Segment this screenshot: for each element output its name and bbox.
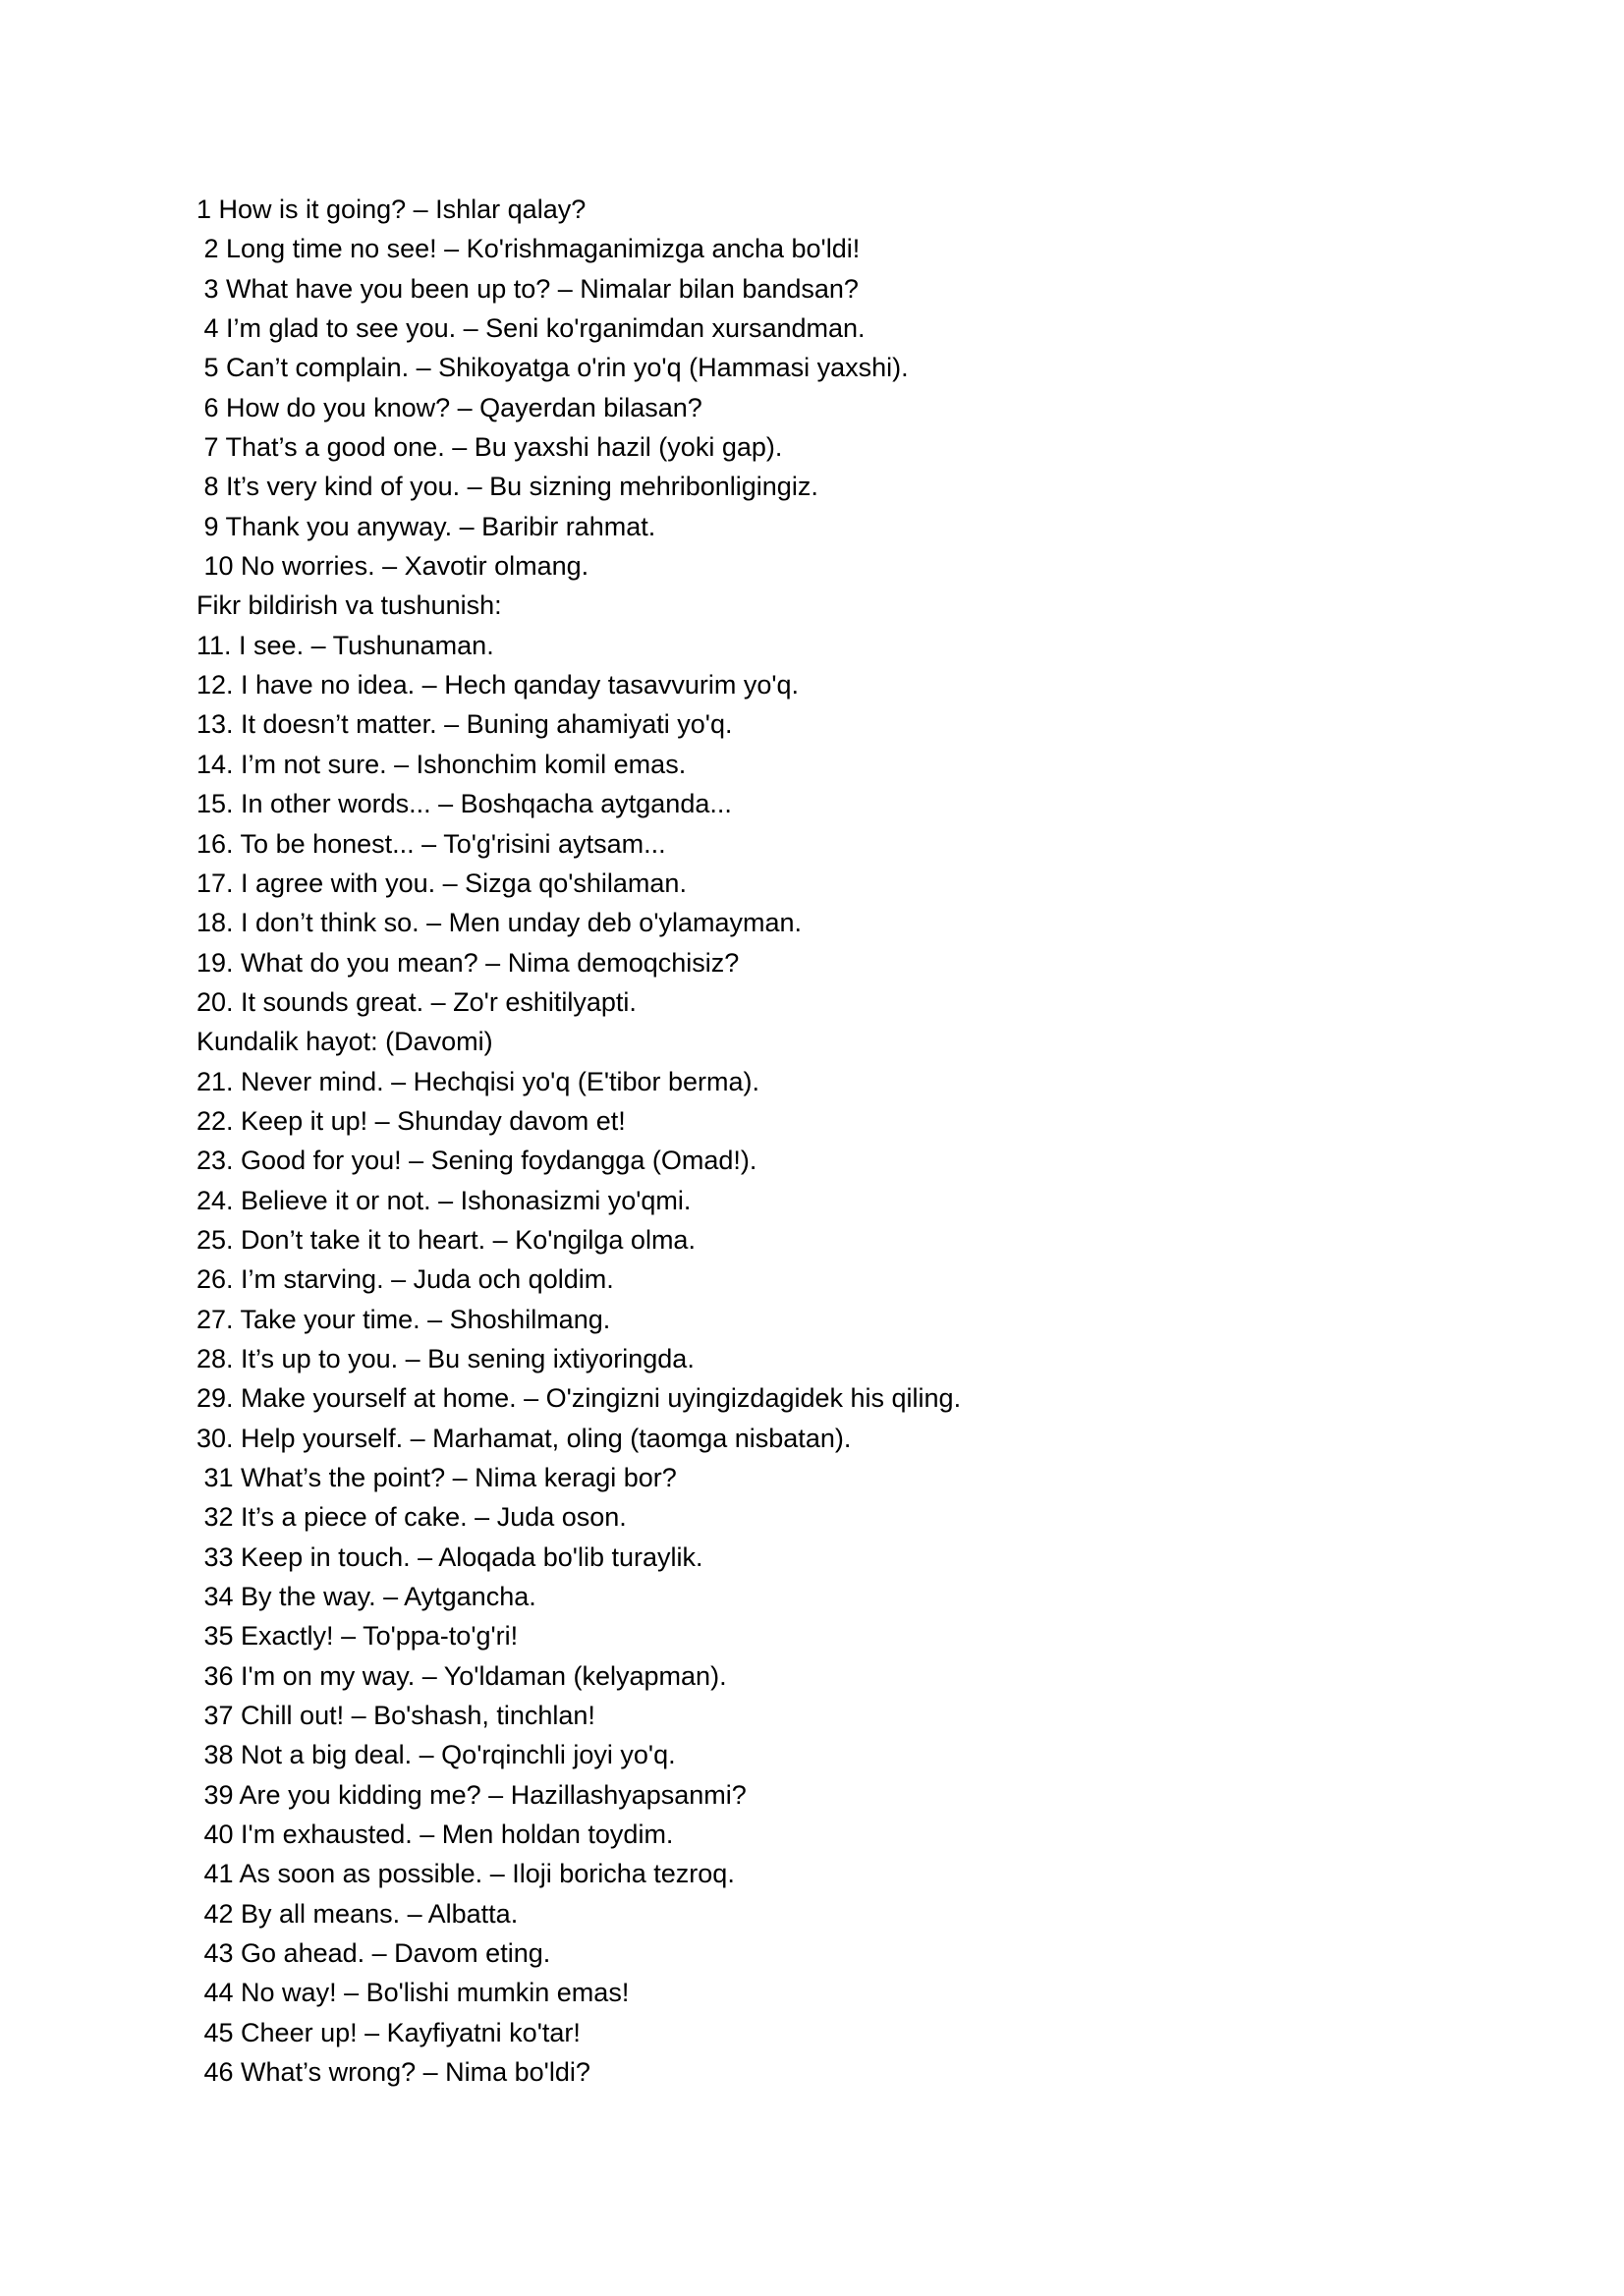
phrase-line: 17. I agree with you. – Sizga qo'shilaman.	[196, 868, 687, 898]
phrase-line: 21. Never mind. – Hechqisi yo'q (E'tibor berma).	[196, 1066, 760, 1096]
phrase-line: 27. Take your time. – Shoshilmang.	[196, 1304, 611, 1334]
phrase-line: 46 What’s wrong? – Nima bo'ldi?	[196, 2057, 590, 2088]
phrase-line: 30. Help yourself. – Marhamat, oling (taomga nisbatan).	[196, 1423, 852, 1453]
phrase-line: 8 It’s very kind of you. – Bu sizning mehribonligingiz.	[196, 472, 818, 502]
phrase-line: 20. It sounds great. – Zo'r eshitilyapti.	[196, 986, 637, 1017]
phrase-line: 9 Thank you anyway. – Baribir rahmat.	[196, 511, 656, 541]
phrase-line: 40 I'm exhausted. – Men holdan toydim.	[196, 1820, 674, 1850]
phrase-line: 45 Cheer up! – Kayfiyatni ko'tar!	[196, 2017, 581, 2047]
phrase-line: 32 It’s a piece of cake. – Juda oson.	[196, 1502, 627, 1533]
phrase-line: 16. To be honest... – To'g'risini aytsam...	[196, 828, 666, 859]
phrase-line: 4 I’m glad to see you. – Seni ko'rganimdan xursandman.	[196, 313, 866, 344]
phrase-line: 35 Exactly! – To'ppa-to'g'ri!	[196, 1621, 519, 1652]
phrase-line: 22. Keep it up! – Shunday davom et!	[196, 1105, 626, 1136]
phrase-line: 41 As soon as possible. – Iloji boricha tezroq.	[196, 1859, 735, 1889]
phrase-line: 18. I don’t think so. – Men unday deb o'ylamayman.	[196, 908, 803, 938]
section-heading: Kundalik hayot: (Davomi)	[196, 1027, 493, 1057]
section-heading: Fikr bildirish va tushunish:	[196, 590, 502, 621]
phrase-line: 39 Are you kidding me? – Hazillashyapsanmi?	[196, 1779, 747, 1810]
phrase-line: 10 No worries. – Xavotir olmang.	[196, 551, 589, 582]
phrase-line: 43 Go ahead. – Davom eting.	[196, 1938, 551, 1969]
phrase-line: 37 Chill out! – Bo'shash, tinchlan!	[196, 1701, 595, 1731]
phrase-line: 28. It’s up to you. – Bu sening ixtiyoringda.	[196, 1343, 695, 1373]
phrase-line: 29. Make yourself at home. – O'zingizni uyingizdagidek his qiling.	[196, 1383, 962, 1414]
phrase-line: 5 Can’t complain. – Shikoyatga o'rin yo'q (Hammasi yaxshi).	[196, 353, 909, 383]
phrase-line: 44 No way! – Bo'lishi mumkin emas!	[196, 1978, 630, 2008]
phrase-line: 36 I'm on my way. – Yo'ldaman (kelyapman).	[196, 1660, 727, 1691]
phrase-line: 25. Don’t take it to heart. – Ko'ngilga olma.	[196, 1224, 696, 1255]
phrase-line: 31 What’s the point? – Nima keragi bor?	[196, 1463, 677, 1492]
phrase-line: 7 That’s a good one. – Bu yaxshi hazil (yoki gap).	[196, 432, 783, 463]
phrase-line: 12. I have no idea. – Hech qanday tasavvurim yo'q.	[196, 670, 800, 700]
phrase-line: 38 Not a big deal. – Qo'rqinchli joyi yo'q.	[196, 1740, 676, 1770]
phrase-line: 13. It doesn’t matter. – Buning ahamiyati yo'q.	[196, 709, 733, 740]
phrase-line: 42 By all means. – Albatta.	[196, 1898, 519, 1929]
phrase-line: 14. I’m not sure. – Ishonchim komil emas.	[196, 749, 687, 779]
phrase-line: 26. I’m starving. – Juda och qoldim.	[196, 1264, 614, 1295]
phrase-line: 24. Believe it or not. – Ishonasizmi yo'qmi.	[196, 1185, 692, 1215]
phrase-line: 15. In other words... – Boshqacha aytganda...	[196, 789, 732, 819]
phrase-line: 23. Good for you! – Sening foydangga (Omad!).	[196, 1146, 757, 1176]
phrase-line: 3 What have you been up to? – Nimalar bilan bandsan?	[196, 273, 859, 304]
phrase-line: 11. I see. – Tushunaman.	[196, 630, 494, 660]
phrase-line: 33 Keep in touch. – Aloqada bo'lib turaylik.	[196, 1541, 703, 1572]
phrase-line: 2 Long time no see! – Ko'rishmaganimizga ancha bo'ldi!	[196, 234, 861, 264]
phrase-line: 6 How do you know? – Qayerdan bilasan?	[196, 392, 702, 422]
phrase-line: 34 By the way. – Aytgancha.	[196, 1582, 536, 1612]
phrase-line: 1 How is it going? – Ishlar qalay?	[196, 195, 587, 224]
phrase-list	[196, 190, 1585, 2093]
phrase-line: 19. What do you mean? – Nima demoqchisiz?	[196, 947, 740, 978]
